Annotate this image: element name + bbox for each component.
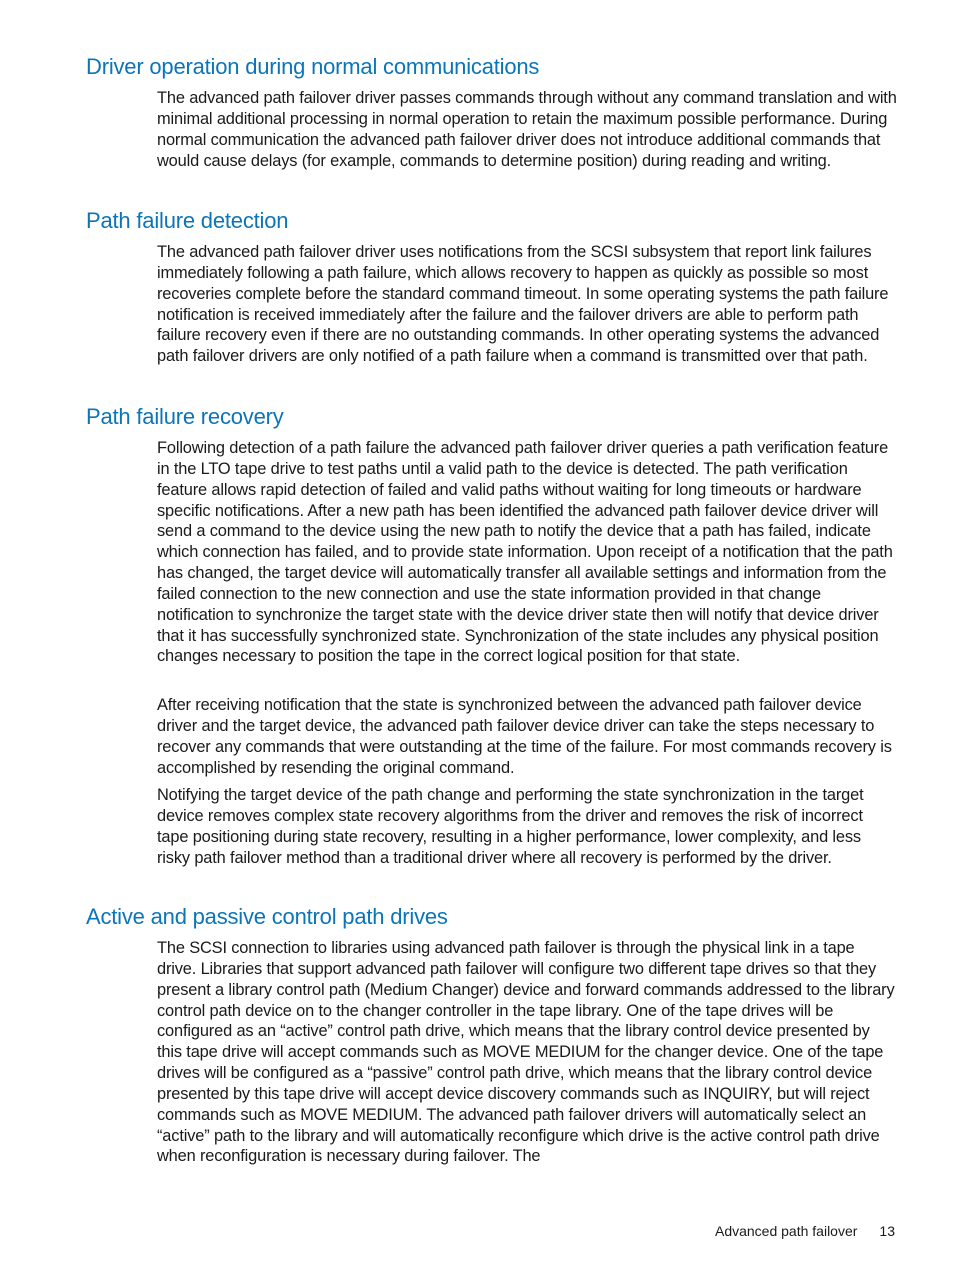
footer-section-title: Advanced path failover — [714, 1223, 858, 1239]
body-paragraph: The SCSI connection to libraries using advanced path failover is through the physical link in a tape drive. Libraries that support advanced path failover will configure two different tape drives so that they present a library control path (Medium Changer) device and forward commands addressed to the library control path device on to the changer controller in the tape library. One of the tape drives will be configured as an “active” control path drive, which means that the library control device presented by this tape drive will accept commands such as MOVE MEDIUM for the changer device. One of the tape drives will be configured as a “passive” control path drive, which means that the library control device presented by this tape drive will accept device discovery commands such as INQUIRY, but will reject commands such as MOVE MEDIUM. The advanced path failover drivers will automatically select an “active” path to the library and will automatically reconfigure which drive is the active control path drive when reconfiguration is necessary during failover. The — [157, 939, 895, 1166]
page-footer — [715, 1222, 895, 1240]
section-heading: Active and passive control path drives — [86, 904, 448, 929]
section-heading: Path failure detection — [86, 208, 289, 233]
page-number: 13 — [879, 1223, 895, 1239]
body-paragraph: After receiving notification that the state is synchronized between the advanced path failover device driver and the target device, the advanced path failover device driver can take the steps necessary to recover any commands that were outstanding at the time of the failure. For most commands recovery is accomplished by resending the original command. — [157, 696, 892, 777]
section-heading: Driver operation during normal communications — [86, 54, 540, 79]
body-paragraph: Following detection of a path failure the advanced path failover driver queries a path verification feature in the LTO tape drive to test paths until a valid path to the device is detected. The path verification feature allows rapid detection of failed and valid paths without waiting for long timeouts or hardware specific notifications. After a new path has been identified the advanced path failover device driver will send a command to the device using the new path to notify the device that a path has failed, indicate which connection has failed, and to provide state information. Upon receipt of a notification that the path has changed, the target device will automatically transfer all available settings and information from the failed connection to the new connection and use the state information provided in that change notification to synchronize the target state with the device driver state then will notify that device driver that it has successfully synchronized state. Synchronization of the state includes any physical position changes necessary to position the tape in the correct logical position for that state. — [157, 439, 893, 666]
body-paragraph: The advanced path failover driver uses notifications from the SCSI subsystem that report link failures immediately following a path failure, which allows recovery to happen as quickly as possible so most recoveries complete before the standard command timeout. In some operating systems the path failure notification is received immediately after the failure and the failover drivers are able to perform path failure recovery even if there are no outstanding commands. In other operating systems the advanced path failover drivers are only notified of a path failure when a command is transmitted over that path. — [157, 243, 889, 366]
section-heading: Path failure recovery — [86, 404, 284, 429]
body-paragraph: The advanced path failover driver passes commands through without any command translation and with minimal additional processing in normal operation to retain the maximum possible performance. During normal communication the advanced path failover driver does not introduce additional commands that would cause delays (for example, commands to determine position) during reading and writing. — [157, 89, 897, 170]
body-paragraph: Notifying the target device of the path change and performing the state synchronization in the target device removes complex state recovery algorithms from the driver and removes the risk of incorrect tape positioning during state recovery, resulting in a higher performance, lower complexity, and less risky path failover method than a traditional driver where all recovery is performed by the driver. — [157, 786, 864, 867]
